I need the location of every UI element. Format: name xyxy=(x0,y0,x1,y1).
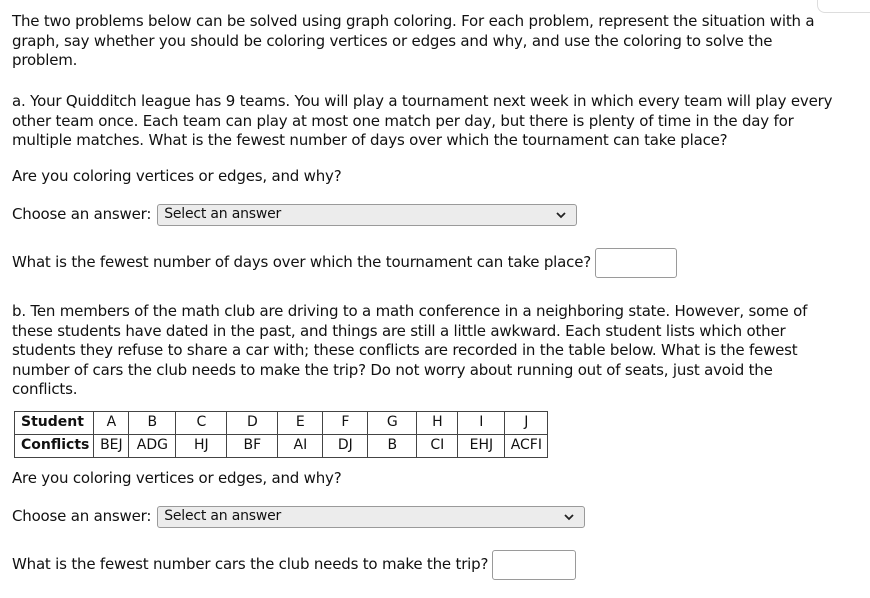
student-header: Student xyxy=(15,412,94,435)
answer-select-b[interactable] xyxy=(157,506,585,528)
choose-answer-a-row xyxy=(12,204,577,226)
conflict-cell: BEJ xyxy=(94,435,129,458)
conflict-cell: HJ xyxy=(176,435,227,458)
conflict-cell: B xyxy=(368,435,417,458)
student-cell: G xyxy=(368,412,417,435)
question-a-label xyxy=(12,167,341,187)
student-cell: H xyxy=(417,412,458,435)
problem-b-text: b. Ten members of the math club are driving to a math conference in a neighboring state. However, some of these students have dated in the past, and things are still a little awkward. Each student lists which other students they refuse to share a car with; these conflicts are recorded in the table below. What is the fewest number of cars the club needs to make the trip? Do not worry about running out of seats, just avoid the conflicts. xyxy=(12,302,808,398)
student-cell: B xyxy=(129,412,176,435)
conflict-cell: ACFI xyxy=(505,435,548,458)
conflict-cell: CI xyxy=(417,435,458,458)
chevron-down-icon xyxy=(562,510,576,524)
conflict-cell: AI xyxy=(278,435,323,458)
question-b-text: Are you coloring vertices or edges, and why? xyxy=(12,469,342,487)
student-row xyxy=(15,412,548,435)
conflicts-table xyxy=(14,411,548,458)
conflict-cell: ADG xyxy=(129,435,176,458)
conflict-cell: EHJ xyxy=(458,435,505,458)
fewest-days-row xyxy=(12,248,677,278)
student-cell: J xyxy=(505,412,548,435)
conflicts-header: Conflicts xyxy=(15,435,94,458)
answer-select-b-value: Select an answer xyxy=(164,508,282,525)
chevron-down-icon xyxy=(554,208,568,222)
fewest-cars-row xyxy=(12,550,576,580)
student-cell: D xyxy=(227,412,278,435)
conflicts-row xyxy=(15,435,548,458)
fewest-cars-input[interactable] xyxy=(492,550,576,580)
problem-a-text: a. Your Quidditch league has 9 teams. You will play a tournament next week in which every team will play every other team once. Each team can play at most one match per day, but there is plenty of time in the day for multiple matches. What is the fewest number of days over which the tournament can take place? xyxy=(12,92,833,149)
student-cell: I xyxy=(458,412,505,435)
choose-answer-a-label: Choose an answer: xyxy=(12,205,152,224)
question-b-label xyxy=(12,469,341,489)
answer-select-a-value: Select an answer xyxy=(164,206,282,223)
student-cell: A xyxy=(94,412,129,435)
student-cell: C xyxy=(176,412,227,435)
student-cell: F xyxy=(323,412,368,435)
fewest-days-input[interactable] xyxy=(595,248,677,278)
fewest-cars-label: What is the fewest number cars the club needs to make the trip? xyxy=(12,555,489,574)
conflict-cell: BF xyxy=(227,435,278,458)
intro-text: The two problems below can be solved using graph coloring. For each problem, represent the situation with a graph, say whether you should be coloring vertices or edges and why, and use the coloring to solve the problem. xyxy=(12,12,815,69)
question-a-text: Are you coloring vertices or edges, and why? xyxy=(12,167,342,185)
choose-answer-b-row xyxy=(12,506,585,528)
conflict-cell: DJ xyxy=(323,435,368,458)
answer-select-a[interactable] xyxy=(157,204,577,226)
choose-answer-b-label: Choose an answer: xyxy=(12,507,152,526)
fewest-days-label: What is the fewest number of days over which the tournament can take place? xyxy=(12,253,591,272)
student-cell: E xyxy=(278,412,323,435)
